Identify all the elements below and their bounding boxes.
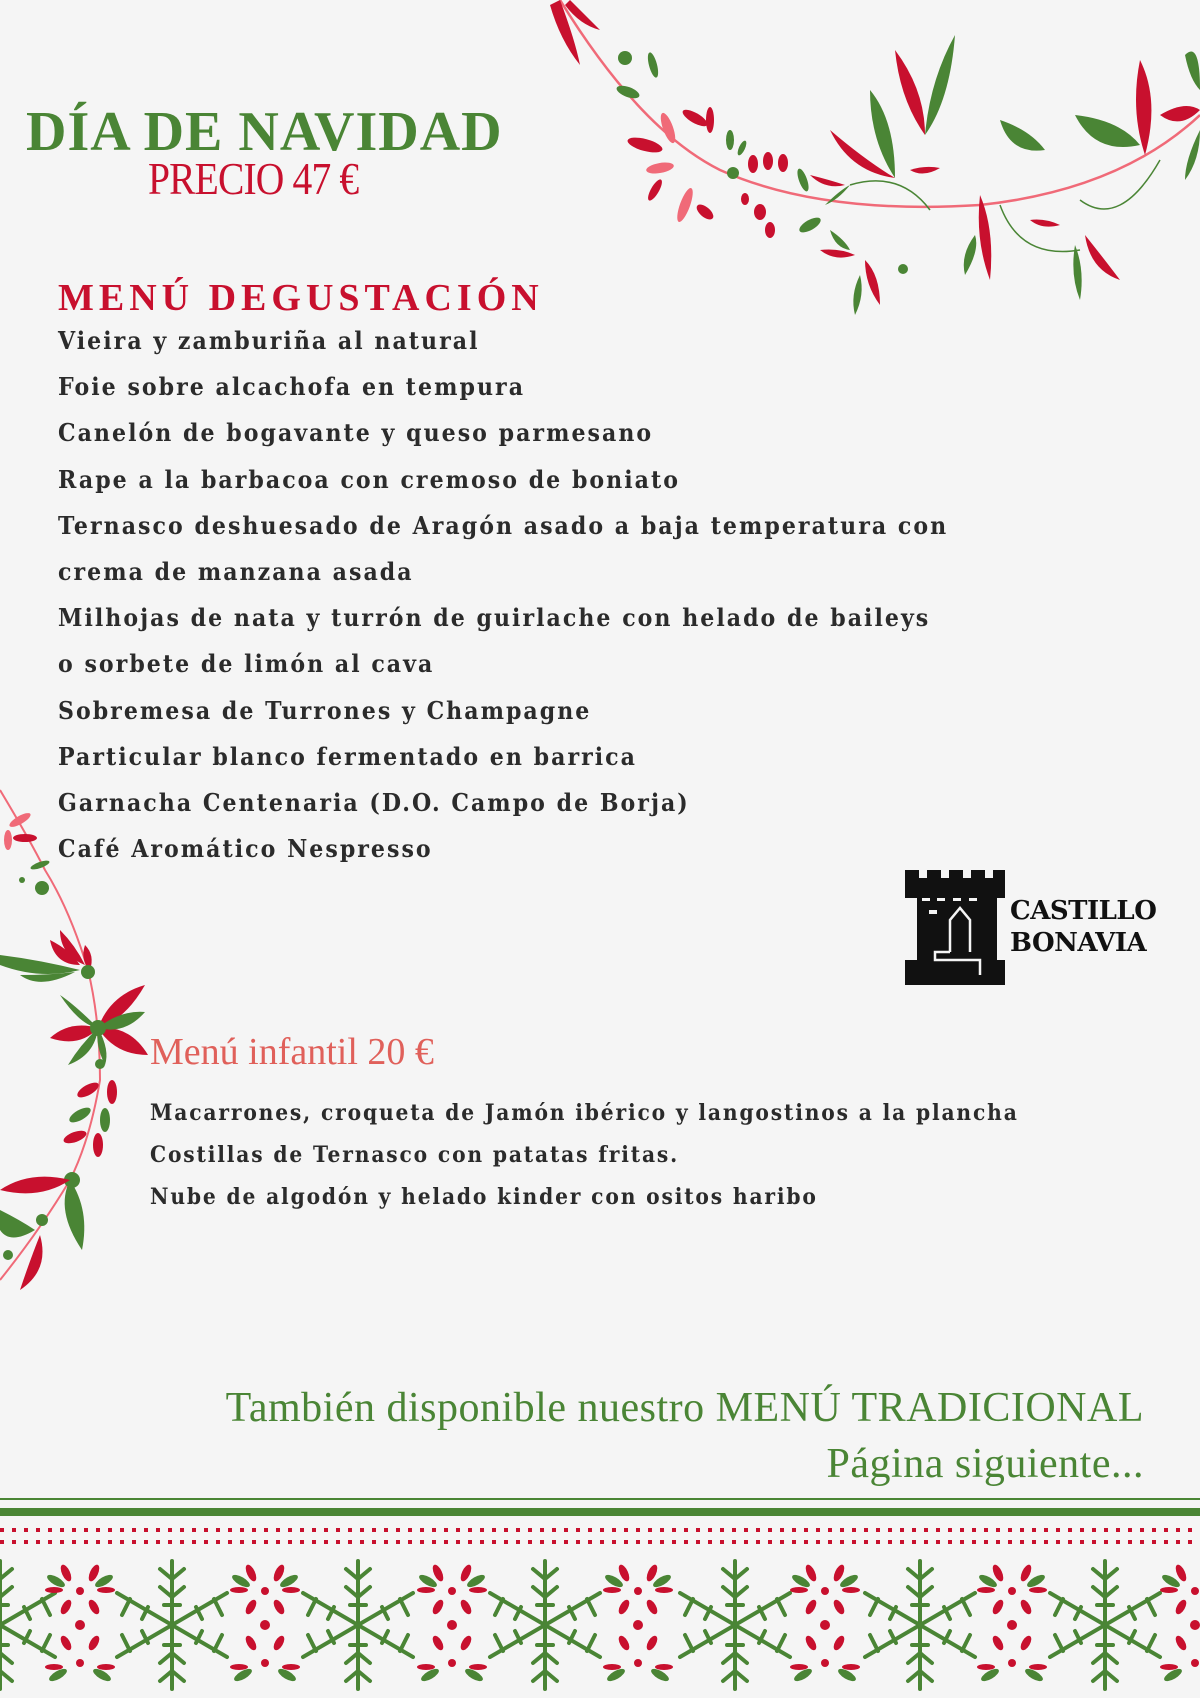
kids-menu-item: Costillas de Ternasco con patatas fritas. — [150, 1142, 680, 1168]
castle-tower-icon — [905, 870, 1005, 985]
footer-note — [226, 1380, 1144, 1492]
menu-item: Vieira y zamburiña al natural — [58, 326, 480, 355]
kids-menu-item: Nube de algodón y helado kinder con ositos haribo — [150, 1184, 818, 1210]
page-title: DÍA DE NAVIDAD — [26, 100, 503, 163]
kids-menu-item: Macarrones, croqueta de Jamón ibérico y langostinos a la plancha — [150, 1100, 1019, 1126]
holly-garland-icon — [520, 0, 1200, 330]
menu-item: Ternasco deshuesado de Aragón asado a baja temperatura con — [58, 510, 949, 540]
menu-item: Garnacha Centenaria (D.O. Campo de Borja) — [58, 787, 690, 817]
menu-item: Foie sobre alcachofa en tempura — [58, 372, 526, 402]
castillo-bonavia-logo — [905, 870, 1155, 985]
tasting-menu-title: MENÚ DEGUSTACIÓN — [58, 276, 544, 319]
snowflake-pattern-icon — [0, 1555, 1200, 1698]
tasting-menu-list — [58, 318, 1026, 872]
traditional-menu-note: También disponible nuestro MENÚ TRADICIONAL — [225, 1385, 1144, 1431]
kids-menu-title: Menú infantil 20 € — [150, 1031, 434, 1073]
menu-item: Canelón de bogavante y queso parmesano — [58, 418, 654, 448]
menu-item: crema de manzana asada — [58, 556, 414, 586]
logo-line-2: BONAVIA — [1010, 928, 1147, 958]
logo-line-1: CASTILLO — [1010, 896, 1157, 926]
kids-menu-list — [150, 1092, 1094, 1218]
menu-item: Café Aromático Nespresso — [58, 834, 433, 864]
menu-item: Rape a la barbacoa con cremoso de boniato — [58, 464, 680, 494]
menu-price: PRECIO 47 € — [148, 153, 359, 204]
decorative-border-lines — [0, 1494, 1200, 1544]
menu-item: Milhojas de nata y turrón de guirlache con helado de baileys — [58, 603, 931, 633]
menu-item: o sorbete de limón al cava — [58, 649, 435, 679]
menu-item: Sobremesa de Turrones y Champagne — [58, 695, 592, 725]
menu-item: Particular blanco fermentado en barrica — [58, 741, 637, 771]
next-page-link[interactable]: Página siguiente... — [826, 1441, 1144, 1487]
